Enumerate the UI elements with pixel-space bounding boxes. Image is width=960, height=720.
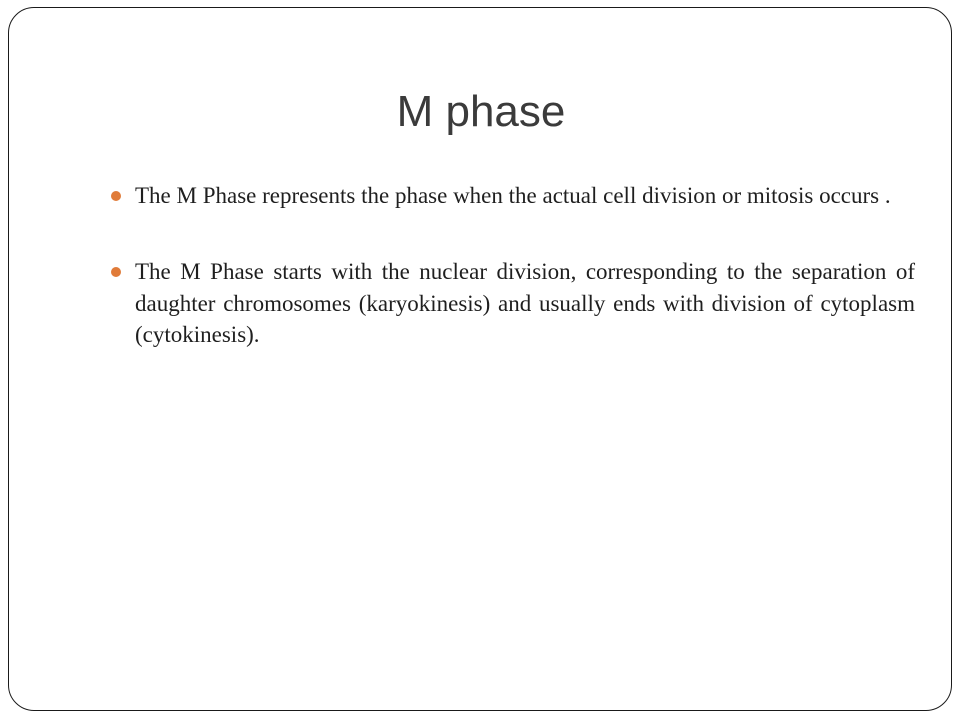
bullet-item xyxy=(105,256,915,350)
slide xyxy=(8,7,952,711)
bullet-item xyxy=(105,180,915,211)
bullet-dot-icon xyxy=(111,191,121,201)
bullet-text: The M Phase represents the phase when the actual cell division or mitosis occurs . xyxy=(135,183,891,208)
slide-title: M phase xyxy=(396,87,566,136)
bullet-list xyxy=(105,180,915,395)
bullet-text: The M Phase starts with the nuclear division, corresponding to the separation of daughter chromosomes (karyokinesis) and usually ends with division of cytoplasm (cytokinesis). xyxy=(135,259,915,347)
bullet-dot-icon xyxy=(111,267,121,277)
